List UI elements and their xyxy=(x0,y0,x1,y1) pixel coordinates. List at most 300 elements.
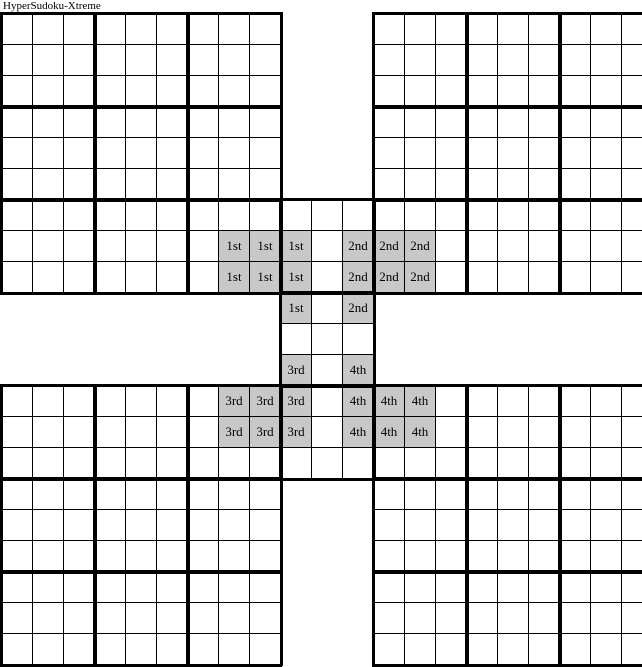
sudoku-cell-shaded[interactable] xyxy=(373,230,405,262)
sudoku-cell[interactable] xyxy=(1,230,33,262)
sudoku-cell[interactable] xyxy=(32,571,64,603)
sudoku-cell[interactable] xyxy=(373,509,405,541)
sudoku-cell[interactable] xyxy=(156,602,188,634)
sudoku-cell[interactable] xyxy=(94,13,126,45)
sudoku-cell[interactable] xyxy=(404,509,436,541)
sudoku-cell[interactable] xyxy=(1,633,33,665)
sudoku-cell[interactable] xyxy=(156,447,188,479)
sudoku-cell-shaded[interactable] xyxy=(280,354,312,386)
sudoku-cell[interactable] xyxy=(125,230,157,262)
sudoku-cell[interactable] xyxy=(32,540,64,572)
sudoku-cell[interactable] xyxy=(280,199,312,231)
sudoku-cell[interactable] xyxy=(621,478,642,510)
sudoku-cell-shaded[interactable] xyxy=(404,416,436,448)
sudoku-cell[interactable] xyxy=(373,571,405,603)
sudoku-cell[interactable] xyxy=(528,13,560,45)
sudoku-cell[interactable] xyxy=(466,385,498,417)
sudoku-cell[interactable] xyxy=(528,199,560,231)
sudoku-cell[interactable] xyxy=(435,447,467,479)
sudoku-cell[interactable] xyxy=(187,44,219,76)
sudoku-board[interactable] xyxy=(0,12,642,655)
sudoku-cell-shaded[interactable] xyxy=(342,385,374,417)
sudoku-cell[interactable] xyxy=(621,385,642,417)
sudoku-cell[interactable] xyxy=(94,137,126,169)
sudoku-cell[interactable] xyxy=(590,385,622,417)
sudoku-cell[interactable] xyxy=(497,447,529,479)
sudoku-cell[interactable] xyxy=(590,44,622,76)
sudoku-cell[interactable] xyxy=(187,633,219,665)
sudoku-cell[interactable] xyxy=(218,478,250,510)
sudoku-cell[interactable] xyxy=(621,44,642,76)
sudoku-cell[interactable] xyxy=(373,602,405,634)
sudoku-cell[interactable] xyxy=(187,106,219,138)
sudoku-cell[interactable] xyxy=(32,199,64,231)
sudoku-cell[interactable] xyxy=(187,571,219,603)
sudoku-cell[interactable] xyxy=(342,447,374,479)
sudoku-cell[interactable] xyxy=(435,509,467,541)
sudoku-cell[interactable] xyxy=(218,571,250,603)
sudoku-cell[interactable] xyxy=(218,199,250,231)
sudoku-cell[interactable] xyxy=(528,633,560,665)
sudoku-cell[interactable] xyxy=(63,416,95,448)
sudoku-cell[interactable] xyxy=(435,602,467,634)
sudoku-cell[interactable] xyxy=(94,230,126,262)
sudoku-cell[interactable] xyxy=(1,106,33,138)
sudoku-cell[interactable] xyxy=(497,478,529,510)
sudoku-cell[interactable] xyxy=(249,478,281,510)
sudoku-cell[interactable] xyxy=(466,199,498,231)
sudoku-cell-shaded[interactable] xyxy=(280,416,312,448)
sudoku-cell[interactable] xyxy=(249,137,281,169)
sudoku-cell[interactable] xyxy=(373,44,405,76)
sudoku-cell[interactable] xyxy=(249,602,281,634)
sudoku-cell[interactable] xyxy=(559,602,591,634)
sudoku-cell[interactable] xyxy=(1,168,33,200)
sudoku-cell[interactable] xyxy=(528,75,560,107)
sudoku-cell[interactable] xyxy=(32,261,64,293)
sudoku-cell[interactable] xyxy=(125,13,157,45)
sudoku-cell[interactable] xyxy=(125,633,157,665)
sudoku-cell[interactable] xyxy=(497,416,529,448)
sudoku-cell[interactable] xyxy=(218,633,250,665)
sudoku-cell-shaded[interactable] xyxy=(249,416,281,448)
sudoku-cell[interactable] xyxy=(249,106,281,138)
sudoku-cell[interactable] xyxy=(94,447,126,479)
sudoku-cell[interactable] xyxy=(1,509,33,541)
sudoku-cell[interactable] xyxy=(125,106,157,138)
sudoku-cell[interactable] xyxy=(528,44,560,76)
sudoku-cell[interactable] xyxy=(249,509,281,541)
sudoku-cell[interactable] xyxy=(32,416,64,448)
sudoku-cell[interactable] xyxy=(342,323,374,355)
sudoku-cell[interactable] xyxy=(528,137,560,169)
sudoku-cell[interactable] xyxy=(1,416,33,448)
sudoku-cell[interactable] xyxy=(156,416,188,448)
sudoku-cell[interactable] xyxy=(32,633,64,665)
sudoku-cell[interactable] xyxy=(373,106,405,138)
sudoku-cell[interactable] xyxy=(559,168,591,200)
sudoku-cell[interactable] xyxy=(435,199,467,231)
sudoku-cell[interactable] xyxy=(373,447,405,479)
sudoku-cell[interactable] xyxy=(466,602,498,634)
sudoku-cell[interactable] xyxy=(497,385,529,417)
sudoku-cell[interactable] xyxy=(435,44,467,76)
sudoku-cell[interactable] xyxy=(559,44,591,76)
sudoku-cell[interactable] xyxy=(125,168,157,200)
sudoku-cell[interactable] xyxy=(125,385,157,417)
sudoku-cell[interactable] xyxy=(1,571,33,603)
sudoku-cell[interactable] xyxy=(156,230,188,262)
sudoku-cell[interactable] xyxy=(63,385,95,417)
sudoku-cell[interactable] xyxy=(559,385,591,417)
sudoku-cell[interactable] xyxy=(466,13,498,45)
sudoku-cell[interactable] xyxy=(63,106,95,138)
sudoku-cell[interactable] xyxy=(621,230,642,262)
sudoku-cell[interactable] xyxy=(32,230,64,262)
sudoku-cell[interactable] xyxy=(373,168,405,200)
sudoku-cell[interactable] xyxy=(32,44,64,76)
sudoku-cell[interactable] xyxy=(32,137,64,169)
sudoku-cell[interactable] xyxy=(404,137,436,169)
sudoku-cell[interactable] xyxy=(435,478,467,510)
sudoku-cell[interactable] xyxy=(63,478,95,510)
sudoku-cell[interactable] xyxy=(466,230,498,262)
sudoku-cell[interactable] xyxy=(435,75,467,107)
sudoku-cell[interactable] xyxy=(1,137,33,169)
sudoku-cell[interactable] xyxy=(404,540,436,572)
sudoku-cell[interactable] xyxy=(528,416,560,448)
sudoku-cell-shaded[interactable] xyxy=(249,385,281,417)
sudoku-cell[interactable] xyxy=(249,571,281,603)
sudoku-cell[interactable] xyxy=(497,602,529,634)
sudoku-cell[interactable] xyxy=(94,478,126,510)
sudoku-cell[interactable] xyxy=(559,261,591,293)
sudoku-cell[interactable] xyxy=(559,416,591,448)
sudoku-cell[interactable] xyxy=(404,168,436,200)
sudoku-cell[interactable] xyxy=(373,137,405,169)
sudoku-cell[interactable] xyxy=(590,633,622,665)
sudoku-cell[interactable] xyxy=(187,478,219,510)
sudoku-cell[interactable] xyxy=(621,199,642,231)
sudoku-cell[interactable] xyxy=(311,261,343,293)
sudoku-cell[interactable] xyxy=(373,199,405,231)
sudoku-cell[interactable] xyxy=(466,478,498,510)
sudoku-cell[interactable] xyxy=(590,261,622,293)
sudoku-cell[interactable] xyxy=(497,230,529,262)
sudoku-cell[interactable] xyxy=(590,540,622,572)
sudoku-cell[interactable] xyxy=(280,447,312,479)
sudoku-cell[interactable] xyxy=(528,385,560,417)
sudoku-cell[interactable] xyxy=(311,230,343,262)
sudoku-cell-shaded[interactable] xyxy=(280,261,312,293)
sudoku-cell[interactable] xyxy=(621,106,642,138)
sudoku-cell[interactable] xyxy=(311,416,343,448)
sudoku-cell[interactable] xyxy=(94,261,126,293)
sudoku-cell[interactable] xyxy=(218,13,250,45)
sudoku-cell[interactable] xyxy=(621,447,642,479)
sudoku-cell[interactable] xyxy=(435,168,467,200)
sudoku-cell[interactable] xyxy=(94,385,126,417)
sudoku-cell[interactable] xyxy=(218,44,250,76)
sudoku-cell[interactable] xyxy=(435,137,467,169)
sudoku-cell[interactable] xyxy=(218,75,250,107)
sudoku-cell[interactable] xyxy=(497,571,529,603)
sudoku-cell[interactable] xyxy=(187,447,219,479)
sudoku-cell[interactable] xyxy=(218,540,250,572)
sudoku-cell[interactable] xyxy=(621,13,642,45)
sudoku-cell[interactable] xyxy=(621,261,642,293)
sudoku-cell[interactable] xyxy=(156,633,188,665)
sudoku-cell[interactable] xyxy=(63,509,95,541)
sudoku-cell[interactable] xyxy=(94,602,126,634)
sudoku-cell[interactable] xyxy=(404,44,436,76)
sudoku-cell[interactable] xyxy=(497,168,529,200)
sudoku-cell[interactable] xyxy=(249,199,281,231)
sudoku-cell[interactable] xyxy=(311,292,343,324)
sudoku-cell[interactable] xyxy=(590,416,622,448)
sudoku-cell[interactable] xyxy=(466,540,498,572)
sudoku-cell[interactable] xyxy=(373,478,405,510)
sudoku-cell[interactable] xyxy=(621,633,642,665)
sudoku-cell[interactable] xyxy=(466,416,498,448)
sudoku-cell[interactable] xyxy=(404,75,436,107)
sudoku-cell[interactable] xyxy=(156,168,188,200)
sudoku-cell[interactable] xyxy=(125,199,157,231)
sudoku-cell[interactable] xyxy=(94,75,126,107)
sudoku-cell[interactable] xyxy=(63,13,95,45)
sudoku-cell[interactable] xyxy=(435,261,467,293)
sudoku-cell[interactable] xyxy=(404,106,436,138)
sudoku-cell[interactable] xyxy=(156,385,188,417)
sudoku-cell[interactable] xyxy=(621,416,642,448)
sudoku-cell[interactable] xyxy=(249,75,281,107)
sudoku-cell[interactable] xyxy=(559,633,591,665)
sudoku-cell-shaded[interactable] xyxy=(373,385,405,417)
sudoku-cell[interactable] xyxy=(63,261,95,293)
sudoku-cell[interactable] xyxy=(125,137,157,169)
sudoku-cell[interactable] xyxy=(156,261,188,293)
sudoku-cell-shaded[interactable] xyxy=(249,230,281,262)
sudoku-cell[interactable] xyxy=(404,199,436,231)
sudoku-cell-shaded[interactable] xyxy=(280,230,312,262)
sudoku-cell[interactable] xyxy=(156,137,188,169)
sudoku-cell[interactable] xyxy=(63,75,95,107)
sudoku-cell[interactable] xyxy=(404,602,436,634)
sudoku-cell[interactable] xyxy=(311,385,343,417)
sudoku-cell[interactable] xyxy=(497,540,529,572)
sudoku-cell[interactable] xyxy=(63,602,95,634)
sudoku-cell-shaded[interactable] xyxy=(342,230,374,262)
sudoku-cell-shaded[interactable] xyxy=(218,416,250,448)
sudoku-cell[interactable] xyxy=(32,509,64,541)
sudoku-cell[interactable] xyxy=(156,106,188,138)
sudoku-cell[interactable] xyxy=(528,447,560,479)
sudoku-cell[interactable] xyxy=(404,633,436,665)
sudoku-cell[interactable] xyxy=(311,447,343,479)
sudoku-cell[interactable] xyxy=(621,168,642,200)
sudoku-cell[interactable] xyxy=(156,199,188,231)
sudoku-cell-shaded[interactable] xyxy=(342,354,374,386)
sudoku-cell[interactable] xyxy=(156,571,188,603)
sudoku-cell[interactable] xyxy=(32,106,64,138)
sudoku-cell[interactable] xyxy=(435,106,467,138)
sudoku-cell[interactable] xyxy=(528,571,560,603)
sudoku-cell[interactable] xyxy=(218,137,250,169)
sudoku-cell[interactable] xyxy=(187,540,219,572)
sudoku-cell[interactable] xyxy=(1,75,33,107)
sudoku-cell-shaded[interactable] xyxy=(404,230,436,262)
sudoku-cell-shaded[interactable] xyxy=(373,261,405,293)
sudoku-cell[interactable] xyxy=(559,540,591,572)
sudoku-cell-shaded[interactable] xyxy=(249,261,281,293)
sudoku-cell[interactable] xyxy=(621,540,642,572)
sudoku-cell[interactable] xyxy=(1,540,33,572)
sudoku-cell-shaded[interactable] xyxy=(404,261,436,293)
sudoku-cell[interactable] xyxy=(218,447,250,479)
sudoku-cell[interactable] xyxy=(156,75,188,107)
sudoku-cell[interactable] xyxy=(187,199,219,231)
sudoku-cell[interactable] xyxy=(404,571,436,603)
sudoku-cell[interactable] xyxy=(466,44,498,76)
sudoku-cell[interactable] xyxy=(311,354,343,386)
sudoku-cell[interactable] xyxy=(435,416,467,448)
sudoku-cell[interactable] xyxy=(125,509,157,541)
sudoku-cell[interactable] xyxy=(435,230,467,262)
sudoku-cell[interactable] xyxy=(187,416,219,448)
sudoku-cell[interactable] xyxy=(497,13,529,45)
sudoku-cell[interactable] xyxy=(94,633,126,665)
sudoku-cell[interactable] xyxy=(1,13,33,45)
sudoku-cell[interactable] xyxy=(466,447,498,479)
sudoku-cell[interactable] xyxy=(94,106,126,138)
sudoku-cell-shaded[interactable] xyxy=(280,385,312,417)
sudoku-cell[interactable] xyxy=(280,323,312,355)
sudoku-cell[interactable] xyxy=(590,602,622,634)
sudoku-cell[interactable] xyxy=(466,633,498,665)
sudoku-cell[interactable] xyxy=(528,261,560,293)
sudoku-cell[interactable] xyxy=(156,13,188,45)
sudoku-cell[interactable] xyxy=(94,44,126,76)
sudoku-cell[interactable] xyxy=(94,509,126,541)
sudoku-cell[interactable] xyxy=(590,13,622,45)
sudoku-cell[interactable] xyxy=(621,509,642,541)
sudoku-cell-shaded[interactable] xyxy=(218,261,250,293)
sudoku-cell[interactable] xyxy=(156,509,188,541)
sudoku-cell[interactable] xyxy=(32,385,64,417)
sudoku-cell[interactable] xyxy=(590,478,622,510)
sudoku-cell-shaded[interactable] xyxy=(218,385,250,417)
sudoku-cell[interactable] xyxy=(1,447,33,479)
sudoku-cell[interactable] xyxy=(404,447,436,479)
sudoku-cell[interactable] xyxy=(497,509,529,541)
sudoku-cell-shaded[interactable] xyxy=(342,292,374,324)
sudoku-cell[interactable] xyxy=(497,106,529,138)
sudoku-cell[interactable] xyxy=(187,509,219,541)
sudoku-cell[interactable] xyxy=(63,44,95,76)
sudoku-cell[interactable] xyxy=(590,199,622,231)
sudoku-cell[interactable] xyxy=(559,447,591,479)
sudoku-cell[interactable] xyxy=(1,261,33,293)
sudoku-cell[interactable] xyxy=(559,478,591,510)
sudoku-cell[interactable] xyxy=(156,44,188,76)
sudoku-cell[interactable] xyxy=(559,137,591,169)
sudoku-cell[interactable] xyxy=(63,168,95,200)
sudoku-cell[interactable] xyxy=(559,509,591,541)
sudoku-cell[interactable] xyxy=(218,106,250,138)
sudoku-cell[interactable] xyxy=(94,168,126,200)
sudoku-cell[interactable] xyxy=(342,199,374,231)
sudoku-cell[interactable] xyxy=(528,106,560,138)
sudoku-cell[interactable] xyxy=(187,168,219,200)
sudoku-cell[interactable] xyxy=(32,478,64,510)
sudoku-cell[interactable] xyxy=(32,447,64,479)
sudoku-cell[interactable] xyxy=(621,571,642,603)
sudoku-cell[interactable] xyxy=(1,44,33,76)
sudoku-cell[interactable] xyxy=(373,13,405,45)
sudoku-cell[interactable] xyxy=(528,168,560,200)
sudoku-cell[interactable] xyxy=(249,540,281,572)
sudoku-cell[interactable] xyxy=(218,509,250,541)
sudoku-cell[interactable] xyxy=(497,261,529,293)
sudoku-cell[interactable] xyxy=(32,13,64,45)
sudoku-cell[interactable] xyxy=(94,540,126,572)
sudoku-cell[interactable] xyxy=(497,137,529,169)
sudoku-cell[interactable] xyxy=(249,168,281,200)
sudoku-cell[interactable] xyxy=(466,137,498,169)
sudoku-cell[interactable] xyxy=(125,416,157,448)
sudoku-cell[interactable] xyxy=(187,13,219,45)
sudoku-cell[interactable] xyxy=(94,199,126,231)
sudoku-cell[interactable] xyxy=(466,509,498,541)
sudoku-cell[interactable] xyxy=(497,44,529,76)
sudoku-cell[interactable] xyxy=(559,571,591,603)
sudoku-cell[interactable] xyxy=(249,447,281,479)
sudoku-cell[interactable] xyxy=(559,106,591,138)
sudoku-cell[interactable] xyxy=(218,168,250,200)
sudoku-cell[interactable] xyxy=(373,633,405,665)
sudoku-cell[interactable] xyxy=(125,540,157,572)
sudoku-cell[interactable] xyxy=(373,75,405,107)
sudoku-cell[interactable] xyxy=(249,13,281,45)
sudoku-cell[interactable] xyxy=(32,168,64,200)
sudoku-cell[interactable] xyxy=(187,602,219,634)
sudoku-cell[interactable] xyxy=(590,168,622,200)
sudoku-cell[interactable] xyxy=(590,75,622,107)
sudoku-cell-shaded[interactable] xyxy=(218,230,250,262)
sudoku-cell[interactable] xyxy=(32,602,64,634)
sudoku-cell[interactable] xyxy=(218,602,250,634)
sudoku-cell[interactable] xyxy=(249,44,281,76)
sudoku-cell[interactable] xyxy=(63,447,95,479)
sudoku-cell[interactable] xyxy=(63,540,95,572)
sudoku-cell-shaded[interactable] xyxy=(404,385,436,417)
sudoku-cell[interactable] xyxy=(1,385,33,417)
sudoku-cell[interactable] xyxy=(466,168,498,200)
sudoku-cell[interactable] xyxy=(590,106,622,138)
sudoku-cell[interactable] xyxy=(497,75,529,107)
sudoku-cell[interactable] xyxy=(466,106,498,138)
sudoku-cell[interactable] xyxy=(621,602,642,634)
sudoku-cell[interactable] xyxy=(435,385,467,417)
sudoku-cell[interactable] xyxy=(187,261,219,293)
sudoku-cell[interactable] xyxy=(590,509,622,541)
sudoku-cell[interactable] xyxy=(187,230,219,262)
sudoku-cell[interactable] xyxy=(590,230,622,262)
sudoku-cell[interactable] xyxy=(125,571,157,603)
sudoku-cell[interactable] xyxy=(32,75,64,107)
sudoku-cell[interactable] xyxy=(621,137,642,169)
sudoku-cell[interactable] xyxy=(63,633,95,665)
